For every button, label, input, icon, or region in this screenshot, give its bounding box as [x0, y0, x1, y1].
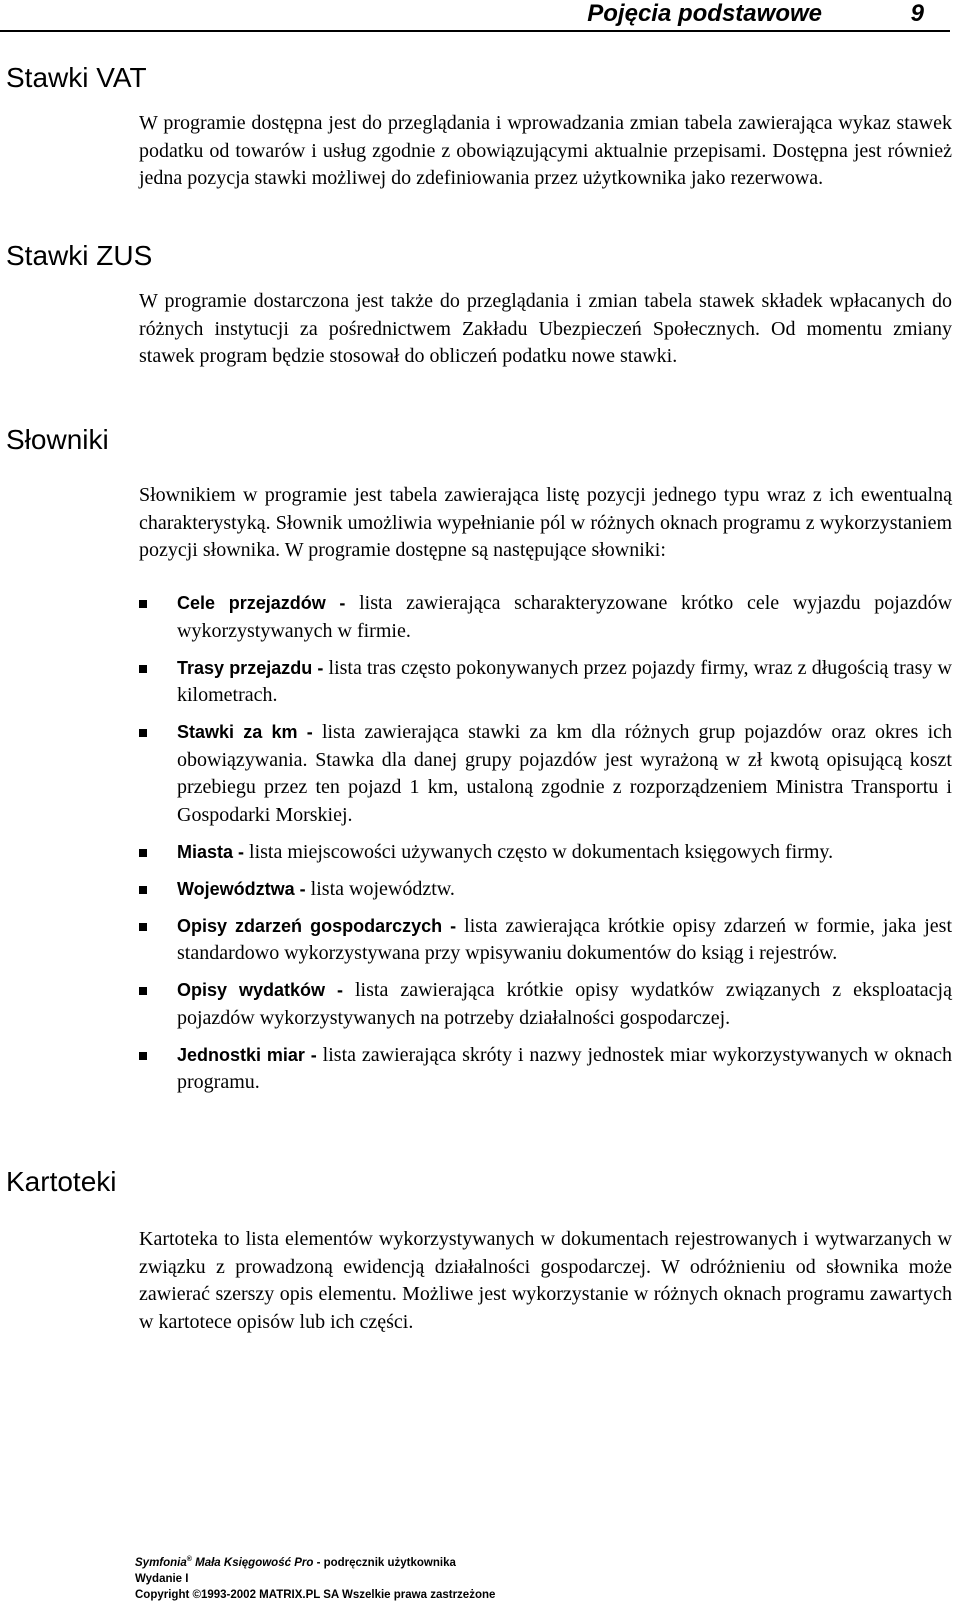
list-item	[139, 1042, 952, 1097]
list-item-term: Stawki za km -	[177, 722, 313, 742]
footer-edition: Wydanie I	[135, 1572, 189, 1585]
bullet-square-icon	[139, 886, 147, 894]
paragraph-text: Słownikiem w programie jest tabela zawierająca listę pozycji jednego typu wraz z ich ewentualną charakterystyką. Słownik umożliwia wypełnianie pól w różnych oknach programu z wykorzystaniem pozycji słownika. W programie dostępne są następujące słowniki:	[139, 484, 952, 561]
bullet-square-icon	[139, 1052, 147, 1060]
footer-suffix: - podręcznik użytkownika	[313, 1556, 456, 1569]
list-item-text: lista zawierająca skróty i nazwy jednostek miar wykorzystywanych w oknach programu.	[177, 1043, 952, 1093]
list-item	[139, 655, 952, 710]
list-item-term: Cele przejazdów -	[177, 593, 346, 613]
page-number: 9	[910, 0, 924, 27]
paragraph-stawki-zus	[139, 288, 952, 371]
footer-product-rest: Mała Księgowość Pro	[191, 1556, 314, 1569]
bullet-square-icon	[139, 665, 147, 673]
paragraph-text: Kartoteka to lista elementów wykorzystywanych w dokumentach rejestrowanych i wytwarzanych w związku z prowadzoną ewidencją działalności gospodarczej. W odróżnieniu od słownika może zawierać szerszy opis elementu. Możliwe jest wykorzystanie w różnych oknach programu zawartych w kartotece opisów lub ich części.	[139, 1228, 952, 1333]
bullet-square-icon	[139, 600, 147, 608]
list-item-term: Trasy przejazdu -	[177, 657, 324, 678]
list-item-text: lista zawierająca stawki za km dla różnych grup pojazdów oraz okres ich obowiązywania. Stawka dla danej grupy pojazdów jest wyrażoną w zł kwotą opisującą koszt przebiegu przez ten pojazd 1 km, ustaloną zgodnie z rozporządzeniem Ministra Transportu i Gospodarki Morskiej.	[177, 721, 952, 826]
list-item-term: Opisy zdarzeń gospodarczych -	[177, 915, 457, 936]
list-item	[139, 590, 952, 645]
paragraph-text: W programie dostępna jest do przeglądania i wprowadzania zmian tabela zawierająca wykaz stawek podatku od towarów i usług zgodnie z obowiązującymi aktualnie przepisami. Dostępna jest również jedna pozycja stawki możliwej do zdefiniowania przez użytkownika jako rezerwowa.	[139, 112, 952, 189]
paragraph-kartoteki	[139, 1226, 952, 1336]
list-item	[139, 719, 952, 829]
section-title-slowniki: Słowniki	[6, 424, 109, 455]
list-item	[139, 913, 952, 968]
bullet-square-icon	[139, 729, 147, 737]
page-footer	[135, 1552, 495, 1603]
section-title-kartoteki: Kartoteki	[6, 1166, 117, 1197]
list-item-text: lista miejscowości używanych często w dokumentach księgowych firmy.	[244, 840, 834, 863]
header-title: Pojęcia podstawowe	[587, 0, 822, 27]
section-title-stawki-zus: Stawki ZUS	[6, 240, 153, 271]
paragraph-stawki-vat	[139, 110, 952, 193]
list-item-term: Województwa -	[177, 878, 306, 899]
list-item-text: lista zawierająca krótkie opisy zdarzeń w formie, jaka jest standardowo wykorzystywana przy wpisywaniu dokumentów do ksiąg i rejestrów.	[177, 914, 952, 964]
list-item-term: Opisy wydatków -	[177, 980, 344, 1000]
footer-copyright: Copyright ©1993-2002 MATRIX.PL SA Wszelkie prawa zastrzeżone	[135, 1588, 496, 1601]
list-item-term: Jednostki miar -	[177, 1044, 317, 1065]
bullet-square-icon	[139, 849, 147, 857]
bullet-square-icon	[139, 923, 147, 931]
list-item-term: Miasta -	[177, 841, 245, 862]
list-item-text: lista tras często pokonywanych przez pojazdy firmy, wraz z długością trasy w kilometrach.	[177, 656, 952, 706]
paragraph-text: W programie dostarczona jest także do przeglądania i zmian tabela stawek składek wpłacanych do różnych instytucji za pośrednictwem Zakładu Ubezpieczeń Społecznych. Od momentu zmiany stawek program będzie stosował do obliczeń podatku nowe stawki.	[139, 290, 952, 367]
list-item-text: lista województw.	[305, 877, 455, 900]
registered-mark: ®	[186, 1556, 192, 1563]
dictionary-list	[139, 590, 952, 1106]
list-item	[139, 876, 952, 904]
list-item-text: lista zawierająca scharakteryzowane krótko cele wyjazdu pojazdów wykorzystywanych w firmie.	[177, 592, 953, 642]
paragraph-slowniki	[139, 482, 952, 565]
page-header	[0, 0, 950, 32]
footer-product: Symfonia	[135, 1556, 187, 1569]
list-item-text: lista zawierająca krótkie opisy wydatków związanych z eksploatacją pojazdów wykorzystywanych na potrzeby działalności gospodarczej.	[177, 979, 952, 1029]
bullet-square-icon	[139, 987, 147, 995]
section-title-stawki-vat: Stawki VAT	[6, 62, 147, 93]
list-item	[139, 839, 952, 867]
footer-product-line	[135, 1552, 495, 1571]
list-item	[139, 977, 952, 1032]
